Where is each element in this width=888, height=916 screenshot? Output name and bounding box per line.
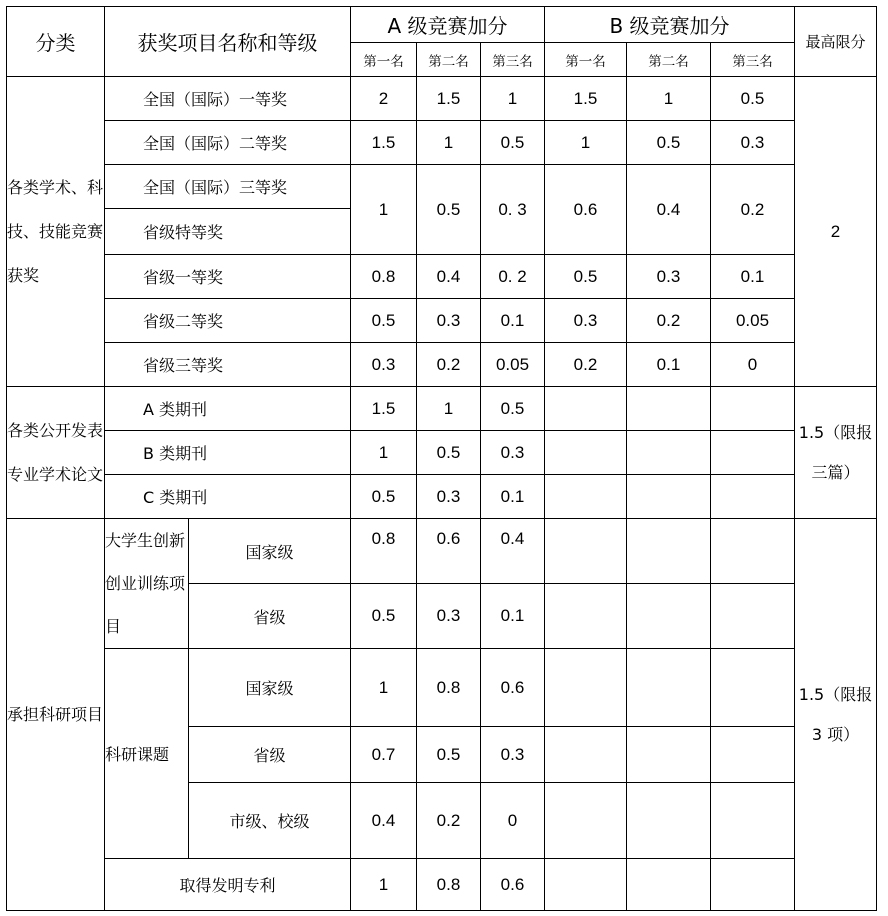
a-second: 0.8 <box>417 649 481 727</box>
header-a-second: 第二名 <box>417 43 481 77</box>
a-second: 0.2 <box>417 343 481 387</box>
header-b-first: 第一名 <box>545 43 627 77</box>
b-empty <box>545 727 627 783</box>
header-b-second: 第二名 <box>627 43 711 77</box>
row-name: C 类期刊 <box>105 475 351 519</box>
category-papers: 各类公开发表专业学术论文 <box>7 387 105 519</box>
max-papers: 1.5（限报三篇） <box>795 387 877 519</box>
row-name: 省级 <box>189 727 351 783</box>
row-name: 市级、校级 <box>189 783 351 859</box>
header-a-third: 第三名 <box>481 43 545 77</box>
sub-category-innovation: 大学生创新创业训练项目 <box>105 519 189 649</box>
a-first: 0.4 <box>351 783 417 859</box>
a-second: 0.3 <box>417 475 481 519</box>
b-second: 0.1 <box>627 343 711 387</box>
a-second: 0.3 <box>417 584 481 649</box>
a-second: 0.4 <box>417 255 481 299</box>
b-third-merged: 0.2 <box>711 165 795 255</box>
b-empty <box>627 431 711 475</box>
b-first-merged: 0.6 <box>545 165 627 255</box>
row-name: B 类期刊 <box>105 431 351 475</box>
a-third: 0.05 <box>481 343 545 387</box>
a-third: 0.3 <box>481 727 545 783</box>
score-table <box>6 6 877 911</box>
b-empty <box>627 475 711 519</box>
b-empty <box>627 727 711 783</box>
b-empty <box>545 859 627 911</box>
a-third: 0.5 <box>481 387 545 431</box>
b-second: 1 <box>627 77 711 121</box>
b-second: 0.3 <box>627 255 711 299</box>
b-empty <box>711 584 795 649</box>
header-a-first: 第一名 <box>351 43 417 77</box>
a-second: 0.6 <box>417 519 481 584</box>
header-a-group: A 级竞赛加分 <box>351 7 545 43</box>
b-third: 0.5 <box>711 77 795 121</box>
a-third: 0.5 <box>481 121 545 165</box>
a-third-merged: 0. 3 <box>481 165 545 255</box>
a-third: 0.4 <box>481 519 545 584</box>
a-second: 1 <box>417 121 481 165</box>
b-empty <box>545 783 627 859</box>
a-first: 0.3 <box>351 343 417 387</box>
header-item-name: 获奖项目名称和等级 <box>105 7 351 77</box>
a-third: 0.1 <box>481 299 545 343</box>
a-first: 1.5 <box>351 387 417 431</box>
b-empty <box>627 783 711 859</box>
b-first: 1.5 <box>545 77 627 121</box>
a-first: 1 <box>351 859 417 911</box>
b-first: 1 <box>545 121 627 165</box>
b-empty <box>627 859 711 911</box>
b-empty <box>711 727 795 783</box>
b-empty <box>711 519 795 584</box>
a-second: 0.2 <box>417 783 481 859</box>
row-name: A 类期刊 <box>105 387 351 431</box>
b-empty <box>711 431 795 475</box>
a-second: 1.5 <box>417 77 481 121</box>
b-first: 0.3 <box>545 299 627 343</box>
a-third: 0.6 <box>481 859 545 911</box>
a-third: 0.1 <box>481 475 545 519</box>
b-empty <box>711 387 795 431</box>
b-second-merged: 0.4 <box>627 165 711 255</box>
row-name: 省级 <box>189 584 351 649</box>
b-second: 0.5 <box>627 121 711 165</box>
sub-category-research: 科研课题 <box>105 649 189 859</box>
row-name: 全国（国际）一等奖 <box>105 77 351 121</box>
b-empty <box>627 584 711 649</box>
b-empty <box>627 387 711 431</box>
a-third: 0 <box>481 783 545 859</box>
header-category: 分类 <box>7 7 105 77</box>
a-first: 1 <box>351 431 417 475</box>
score-table-wrapper <box>6 6 877 911</box>
b-first: 0.2 <box>545 343 627 387</box>
header-max-limit: 最高限分 <box>795 7 877 77</box>
a-first: 1.5 <box>351 121 417 165</box>
b-empty <box>711 649 795 727</box>
a-first: 0.8 <box>351 519 417 584</box>
b-empty <box>545 431 627 475</box>
header-b-third: 第三名 <box>711 43 795 77</box>
a-third: 0.6 <box>481 649 545 727</box>
a-second: 0.5 <box>417 727 481 783</box>
a-first: 0.5 <box>351 299 417 343</box>
b-empty <box>711 475 795 519</box>
b-empty <box>545 475 627 519</box>
a-third: 1 <box>481 77 545 121</box>
b-third: 0.1 <box>711 255 795 299</box>
b-empty <box>627 649 711 727</box>
a-first: 0.5 <box>351 584 417 649</box>
b-third: 0.05 <box>711 299 795 343</box>
b-empty <box>627 519 711 584</box>
a-first: 1 <box>351 649 417 727</box>
row-name: 国家级 <box>189 519 351 584</box>
a-second: 0.3 <box>417 299 481 343</box>
b-empty <box>545 387 627 431</box>
row-name: 省级三等奖 <box>105 343 351 387</box>
row-name: 全国（国际）二等奖 <box>105 121 351 165</box>
max-competition: 2 <box>795 77 877 387</box>
row-name: 省级一等奖 <box>105 255 351 299</box>
category-competition: 各类学术、科技、技能竞赛获奖 <box>7 77 105 387</box>
b-third: 0 <box>711 343 795 387</box>
b-empty <box>711 859 795 911</box>
row-name: 省级二等奖 <box>105 299 351 343</box>
max-research: 1.5（限报3 项） <box>795 519 877 911</box>
row-name: 国家级 <box>189 649 351 727</box>
a-second: 1 <box>417 387 481 431</box>
a-first: 0.7 <box>351 727 417 783</box>
b-second: 0.2 <box>627 299 711 343</box>
a-first: 2 <box>351 77 417 121</box>
a-second: 0.5 <box>417 431 481 475</box>
b-empty <box>711 783 795 859</box>
a-first: 0.8 <box>351 255 417 299</box>
category-research: 承担科研项目 <box>7 519 105 911</box>
a-first: 0.5 <box>351 475 417 519</box>
b-third: 0.3 <box>711 121 795 165</box>
a-second: 0.8 <box>417 859 481 911</box>
row-name: 省级特等奖 <box>105 209 351 255</box>
b-empty <box>545 649 627 727</box>
a-third: 0. 2 <box>481 255 545 299</box>
header-b-group: B 级竞赛加分 <box>545 7 795 43</box>
a-second-merged: 0.5 <box>417 165 481 255</box>
a-third: 0.3 <box>481 431 545 475</box>
row-name: 全国（国际）三等奖 <box>105 165 351 209</box>
b-empty <box>545 584 627 649</box>
a-first-merged: 1 <box>351 165 417 255</box>
a-third: 0.1 <box>481 584 545 649</box>
row-name-patent: 取得发明专利 <box>105 859 351 911</box>
b-first: 0.5 <box>545 255 627 299</box>
b-empty <box>545 519 627 584</box>
